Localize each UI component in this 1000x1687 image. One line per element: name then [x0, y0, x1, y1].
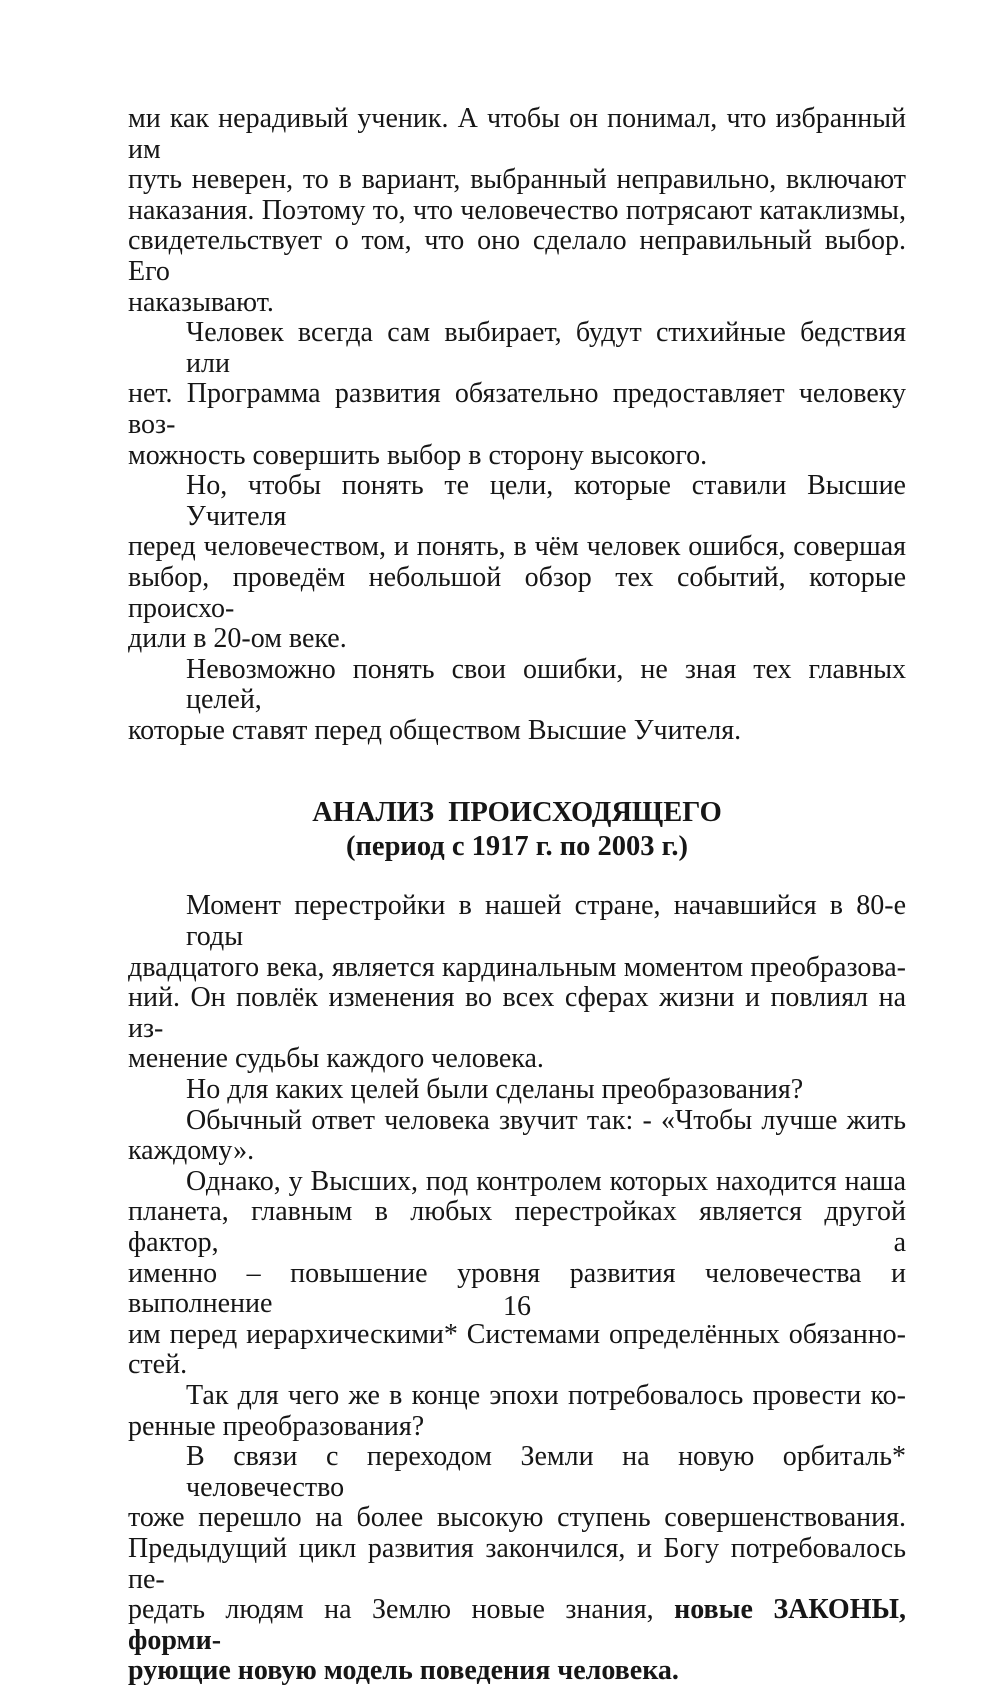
text-line: выбор, проведём небольшой обзор тех событий, которые происхо-	[128, 561, 906, 624]
text-line: им перед иерархическими* Системами определённых обязанно-	[128, 1318, 906, 1350]
text-line: наказания. Поэтому то, что человечество потрясают катаклизмы,	[128, 194, 906, 226]
text-line: менение судьбы каждого человека.	[128, 1043, 544, 1075]
text-line: перед человечеством, и понять, в чём человек ошибся, совершая	[128, 531, 906, 563]
text-line: Но, чтобы понять те цели, которые ставили Высшие Учителя	[186, 470, 906, 532]
text-run-bold: новые ЗАКОНЫ, форми-	[128, 1594, 906, 1656]
section-heading-subtitle: (период с 1917 г. по 2003 г.)	[346, 831, 688, 863]
text-line: Невозможно понять свои ошибки, не зная тех главных целей,	[186, 653, 906, 716]
paragraph-continued	[128, 104, 906, 318]
text-line: ми как нерадивый ученик. А чтобы он понимал, что избранный им	[128, 103, 906, 165]
text-line: дили в 20-ом веке.	[128, 623, 347, 655]
text-line: рующие новую модель поведения человека.	[128, 1655, 679, 1687]
text-line: Обычный ответ человека звучит так: - «Чтобы лучше жить	[186, 1104, 906, 1136]
paragraph	[128, 1167, 906, 1381]
paragraph	[128, 891, 906, 1075]
paragraph-closing	[128, 1442, 906, 1687]
paragraph	[128, 1075, 906, 1106]
text-line: каждому».	[128, 1135, 255, 1167]
text-line: планета, главным в любых перестройках является другой фактор, а	[128, 1196, 906, 1258]
text-line: наказывают.	[128, 286, 274, 318]
text-line: нет. Программа развития обязательно предоставляет человеку воз-	[128, 378, 906, 440]
text-line: свидетельствует о том, что оно сделало неправильный выбор. Его	[128, 225, 906, 287]
paragraph	[128, 1106, 906, 1167]
text-line: Однако, у Высших, под контролем которых находится наша	[186, 1165, 906, 1197]
text-line: ний. Он повлёк изменения во всех сферах жизни и повлиял на из-	[128, 982, 906, 1044]
text-line: двадцатого века, является кардинальным моментом преобразова-	[128, 951, 906, 983]
text-line: Но для каких целей были сделаны преобразования?	[186, 1074, 804, 1106]
paragraph	[128, 655, 906, 747]
text-line: которые ставят перед обществом Высшие Учителя.	[128, 714, 742, 746]
text-line: Предыдущий цикл развития закончился, и Богу потребовалось пе-	[128, 1532, 906, 1595]
text-line: путь неверен, то в вариант, выбранный неправильно, включают	[128, 164, 906, 196]
text-line: тоже перешло на более высокую ступень совершенствования.	[128, 1502, 906, 1534]
text-run: редать людям на Землю новые знания,	[128, 1594, 675, 1626]
text-line: Человек всегда сам выбирает, будут стихийные бедствия или	[186, 317, 906, 379]
text-line: именно – повышение уровня развития человечества и выполнение	[128, 1257, 906, 1320]
text-line: В связи с переходом Земли на новую орбиталь* человечество	[186, 1441, 906, 1503]
text-line	[128, 1595, 906, 1656]
paragraph	[128, 1381, 906, 1442]
page-number: 16	[503, 1291, 531, 1322]
paragraph	[128, 318, 906, 471]
text-line: стей.	[128, 1349, 188, 1381]
text-line: Так для чего же в конце эпохи потребовалось провести ко-	[186, 1379, 906, 1411]
text-line: можность совершить выбор в сторону высокого.	[128, 439, 708, 471]
section-heading	[128, 796, 906, 864]
section-heading-title: АНАЛИЗ ПРОИСХОДЯЩЕГО	[312, 797, 722, 829]
body-text	[128, 104, 906, 1687]
paragraph	[128, 471, 906, 655]
text-line: Момент перестройки в нашей стране, начавшийся в 80-е годы	[186, 890, 906, 953]
text-line: ренные преобразования?	[128, 1410, 425, 1442]
